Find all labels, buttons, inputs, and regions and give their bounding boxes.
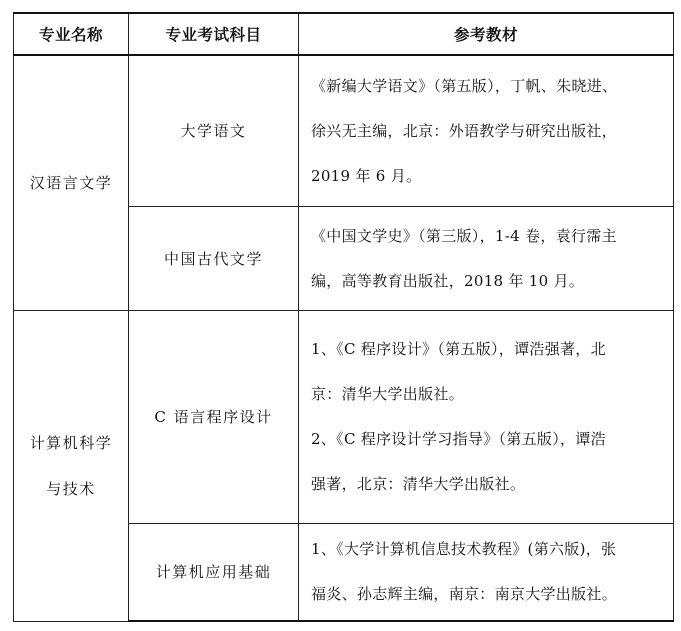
textbook-line: 2019 年 6 月。 <box>311 166 422 185</box>
textbook-line: 1、《C 程序设计》（第五版），谭浩强著，北 <box>311 340 606 358</box>
textbook-cell <box>299 207 674 311</box>
header-textbook: 参考教材 <box>299 13 674 55</box>
subject-name: 计算机应用基础 <box>155 563 272 581</box>
textbook-line: 2、《C 程序设计学习指导》（第五版），谭浩 <box>311 430 606 448</box>
major-name: 汉语言文学 <box>29 174 113 192</box>
subject-name: 大学语文 <box>180 122 247 140</box>
table-row <box>14 55 674 207</box>
textbook-line: 《中国文学史》（第三版），1-4 卷，袁行霈主 <box>311 226 617 245</box>
table-row <box>14 311 674 524</box>
textbook-cell <box>299 524 674 622</box>
major-name-line: 与技术 <box>46 479 96 498</box>
subject-name: C 语言程序设计 <box>154 408 273 426</box>
textbook-cell <box>299 311 674 524</box>
textbook-line: 福炎、孙志辉主编，南京：南京大学出版社。 <box>311 585 618 603</box>
header-subject: 专业考试科目 <box>129 13 299 55</box>
textbook-line: 编，高等教育出版社，2018 年 10 月。 <box>311 271 585 290</box>
textbook-line: 强著，北京：清华大学出版社。 <box>311 475 526 493</box>
textbook-line: 《新编大学语文》（第五版），丁帆、朱晓进、 <box>311 76 618 95</box>
subject-cell <box>129 207 299 311</box>
subject-cell <box>129 524 299 622</box>
major-name-line: 计算机科学 <box>29 433 113 452</box>
subject-name: 中国古代文学 <box>163 249 263 268</box>
header-major: 专业名称 <box>14 13 129 55</box>
textbook-line: 徐兴无主编，北京：外语教学与研究出版社， <box>311 121 618 140</box>
exam-reference-table <box>13 12 674 622</box>
table-header-row <box>14 13 674 55</box>
major-cell <box>14 311 129 622</box>
textbook-line: 京：清华大学出版社。 <box>311 385 465 403</box>
major-cell <box>14 55 129 311</box>
subject-cell <box>129 311 299 524</box>
textbook-cell <box>299 55 674 207</box>
subject-cell <box>129 55 299 207</box>
textbook-line: 1、《大学计算机信息技术教程》(第六版)，张 <box>311 540 617 558</box>
